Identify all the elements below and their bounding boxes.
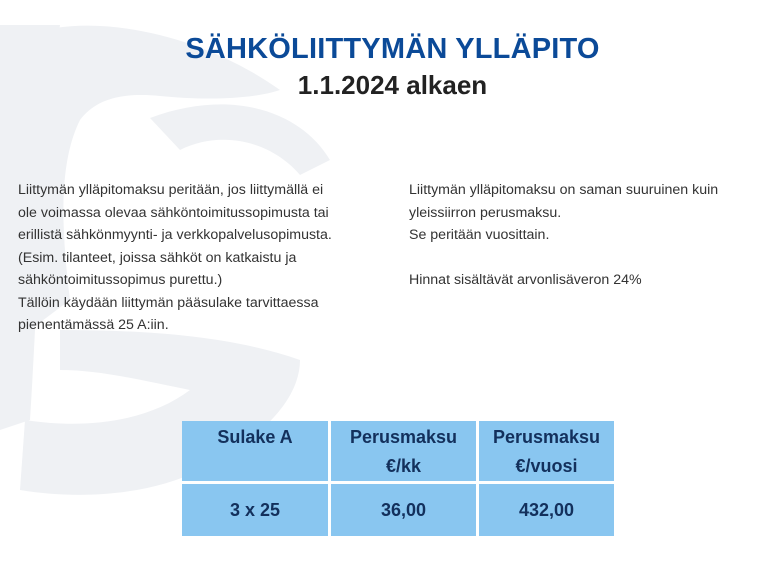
text-line: yleissiirron perusmaksu. (409, 204, 562, 221)
right-info-text (409, 179, 749, 292)
cell-fuse: 3 x 25 (182, 484, 328, 536)
page-subtitle: 1.1.2024 alkaen (297, 70, 488, 100)
text-line: Tällöin käydään liittymän pääsulake tarvittaessa (18, 294, 319, 311)
text-line: ole voimassa olevaa sähköntoimitussopimusta tai (18, 204, 329, 221)
header-monthly-label: Perusmaksu (349, 427, 458, 447)
text-line: pienentämässä 25 A:iin. (18, 317, 169, 333)
page-title: SÄHKÖLIITTYMÄN YLLÄPITO (185, 33, 600, 65)
vat-note: Hinnat sisältävät arvonlisäveron 24% (409, 272, 642, 288)
text-line: Se peritään vuosittain. (409, 227, 550, 243)
header-monthly-unit: €/kk (385, 456, 422, 476)
text-line: Liittymän ylläpitomaksu peritään, jos liittymällä ei (18, 182, 324, 198)
header-yearly-label: Perusmaksu (492, 427, 601, 447)
text-line: Liittymän ylläpitomaksu on saman suuruinen kuin (409, 182, 719, 198)
header-fuse (182, 421, 328, 481)
cell-yearly-fee: 432,00 (479, 484, 614, 536)
left-info-text (18, 179, 388, 337)
header-fuse-label: Sulake A (217, 427, 293, 447)
table-row (182, 484, 614, 536)
text-line: (Esim. tilanteet, joissa sähköt on katkaistu ja (18, 249, 297, 266)
text-line: erillistä sähkönmyynti- ja verkkopalvelusopimusta. (18, 227, 332, 243)
fee-table (179, 418, 617, 539)
text-line: sähköntoimitussopimus purettu.) (18, 272, 223, 288)
header-monthly-fee (331, 421, 476, 481)
cell-monthly-fee: 36,00 (331, 484, 476, 536)
table-header-row (182, 421, 614, 481)
header-yearly-unit: €/vuosi (515, 456, 578, 476)
header-yearly-fee (479, 421, 614, 481)
spacer (409, 247, 749, 270)
